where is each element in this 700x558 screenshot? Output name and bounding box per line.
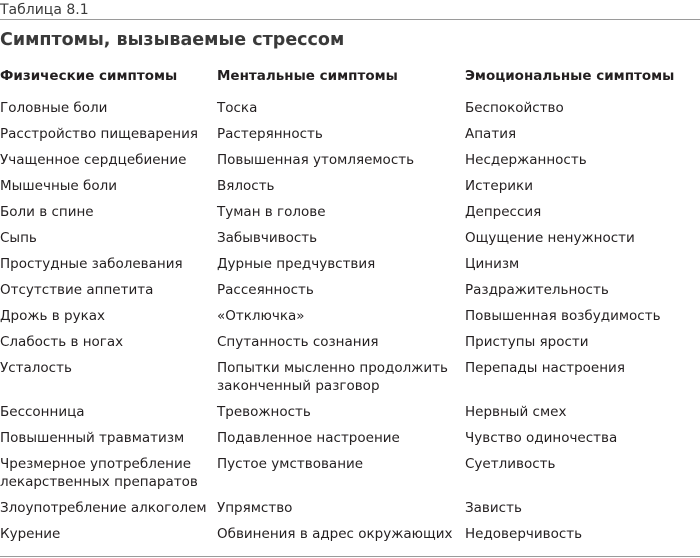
cell-emotional: Апатия <box>465 126 517 142</box>
cell-physical: Дрожь в руках <box>0 308 106 324</box>
cell-emotional: Истерики <box>465 178 533 194</box>
column-header-physical: Физические симптомы <box>0 68 178 84</box>
cell-mental: Пустое умствование <box>217 456 364 472</box>
cell-mental: Повышенная утомляемость <box>217 152 415 168</box>
table-row <box>0 400 700 426</box>
cell-physical: Злоупотребление алкоголем <box>0 500 207 516</box>
table-title: Симптомы, вызываемые стрессом <box>0 30 345 50</box>
cell-emotional: Депрессия <box>465 204 542 220</box>
cell-emotional: Несдержанность <box>465 152 587 168</box>
table-row <box>0 496 700 522</box>
table-row <box>0 356 700 400</box>
cell-mental: Растерянность <box>217 126 323 142</box>
cell-emotional: Суетливость <box>465 456 556 472</box>
table-row <box>0 278 700 304</box>
cell-emotional: Цинизм <box>465 256 520 272</box>
table-row <box>0 426 700 452</box>
cell-mental: Туман в голове <box>217 204 326 220</box>
cell-emotional: Беспокойство <box>465 100 564 116</box>
cell-physical: Курение <box>0 526 61 542</box>
header-row <box>0 64 700 96</box>
cell-mental: Забывчивость <box>217 230 318 246</box>
table-row <box>0 452 700 496</box>
table-row <box>0 174 700 200</box>
cell-emotional: Раздражительность <box>465 282 609 298</box>
cell-emotional: Недоверчивость <box>465 526 583 542</box>
cell-physical: Мышечные боли <box>0 178 118 194</box>
cell-physical: Слабость в ногах <box>0 334 124 350</box>
cell-mental: Спутанность сознания <box>217 334 379 350</box>
cell-mental: Попытки мысленно продолжить законченный разговор <box>217 360 449 394</box>
bottom-rule <box>0 556 700 557</box>
cell-emotional: Повышенная возбудимость <box>465 308 661 324</box>
cell-mental: Тревожность <box>217 404 311 420</box>
top-rule <box>0 19 700 20</box>
cell-physical: Бессонница <box>0 404 85 420</box>
table-row <box>0 226 700 252</box>
table-row <box>0 148 700 174</box>
cell-emotional: Перепады настроения <box>465 360 625 376</box>
cell-physical: Простудные заболевания <box>0 256 183 272</box>
table-row <box>0 304 700 330</box>
cell-physical: Усталость <box>0 360 72 376</box>
table-row <box>0 200 700 226</box>
cell-mental: Обвинения в адрес окружающих <box>217 526 453 542</box>
table-row <box>0 330 700 356</box>
cell-emotional: Приступы ярости <box>465 334 589 350</box>
cell-emotional: Чувство одиночества <box>465 430 618 446</box>
cell-physical: Расстройство пищеварения <box>0 126 198 142</box>
cell-mental: Рассеянность <box>217 282 314 298</box>
cell-physical: Отсутствие аппетита <box>0 282 154 298</box>
cell-physical: Чрезмерное употребление лекарственных препаратов <box>0 456 198 490</box>
cell-emotional: Нервный смех <box>465 404 567 420</box>
table-row <box>0 122 700 148</box>
table-row <box>0 522 700 548</box>
table-row <box>0 252 700 278</box>
cell-emotional: Ощущение ненужности <box>465 230 635 246</box>
table-label: Таблица 8.1 <box>0 2 89 18</box>
cell-mental: «Отключка» <box>217 308 305 324</box>
cell-mental: Тоска <box>217 100 258 116</box>
symptoms-table <box>0 64 700 548</box>
cell-emotional: Зависть <box>465 500 522 516</box>
cell-mental: Упрямство <box>217 500 293 516</box>
cell-physical: Повышенный травматизм <box>0 430 185 446</box>
cell-physical: Учащенное сердцебиение <box>0 152 187 168</box>
cell-physical: Боли в спине <box>0 204 94 220</box>
cell-physical: Сыпь <box>0 230 37 246</box>
column-header-mental: Ментальные симптомы <box>217 68 398 84</box>
table-row <box>0 96 700 122</box>
cell-physical: Головные боли <box>0 100 108 116</box>
cell-mental: Дурные предчувствия <box>217 256 376 272</box>
cell-mental: Подавленное настроение <box>217 430 400 446</box>
column-header-emotional: Эмоциональные симптомы <box>465 68 675 84</box>
cell-mental: Вялость <box>217 178 275 194</box>
